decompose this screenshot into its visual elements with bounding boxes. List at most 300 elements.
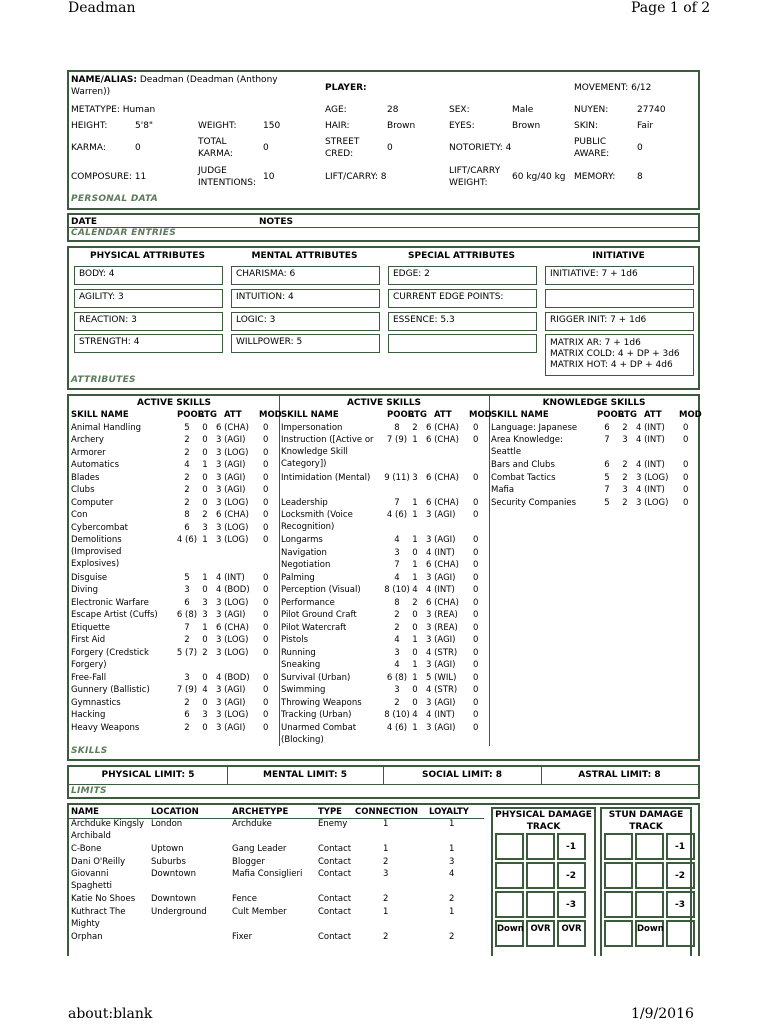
strength-attr: STRENGTH: 4 bbox=[74, 334, 223, 353]
damage-status: Down bbox=[637, 924, 664, 934]
contact-type: Enemy bbox=[318, 819, 348, 829]
skill-name: Longarms bbox=[281, 535, 323, 545]
skill-name: Pistols bbox=[281, 635, 309, 645]
contact-connection: 2 bbox=[383, 894, 389, 904]
skill-row bbox=[69, 459, 279, 472]
skill-row bbox=[69, 509, 279, 522]
footer-date: 1/9/2016 bbox=[631, 1006, 694, 1022]
skill-att: 6 (CHA) bbox=[426, 422, 459, 433]
active-skills-title-2: ACTIVE SKILLS bbox=[346, 398, 422, 408]
skill-att: 3 (LOG) bbox=[216, 535, 249, 545]
contact-name: Kuthract The Mighty bbox=[71, 906, 126, 929]
skill-row bbox=[279, 622, 489, 635]
calendar-panel bbox=[67, 213, 700, 242]
skill-rtg: 0 bbox=[202, 435, 208, 445]
skill-rtg: 0 bbox=[202, 422, 208, 433]
essence-attr: ESSENCE: 5.3 bbox=[388, 312, 537, 331]
skill-pool: 6 bbox=[184, 522, 190, 533]
skill-name: Con bbox=[71, 510, 88, 520]
skill-rtg: 4 bbox=[202, 685, 208, 695]
skill-rtg: 1 bbox=[412, 560, 418, 570]
player-label: PLAYER: bbox=[325, 83, 367, 93]
damage-box bbox=[526, 891, 555, 918]
skill-att: 4 (INT) bbox=[636, 485, 665, 495]
skill-mod: 0 bbox=[473, 660, 479, 670]
skill-att: 3 (AGI) bbox=[426, 722, 456, 733]
skill-row bbox=[279, 634, 489, 647]
skill-row bbox=[489, 422, 699, 435]
damage-box bbox=[557, 891, 586, 918]
skill-mod: 0 bbox=[263, 697, 269, 708]
skill-att: 3 (LOG) bbox=[216, 447, 249, 458]
skill-att-header: ATT bbox=[434, 410, 452, 420]
skill-pool: 7 bbox=[604, 435, 610, 445]
stun-damage-title: STUN DAMAGE TRACK bbox=[608, 810, 684, 832]
skill-att: 3 (AGI) bbox=[216, 685, 246, 695]
contact-name: C-Bone bbox=[71, 844, 102, 854]
skill-pool: 2 bbox=[394, 697, 400, 708]
weight-label: WEIGHT: bbox=[198, 121, 237, 131]
height-label: HEIGHT: bbox=[71, 121, 108, 131]
contact-name: Dani O'Reilly bbox=[71, 856, 126, 867]
damage-box bbox=[557, 833, 586, 860]
skill-pool: 7 bbox=[394, 560, 400, 570]
contact-type-header: TYPE bbox=[318, 807, 342, 817]
skill-row bbox=[69, 422, 279, 435]
skill-att: 3 (AGI) bbox=[426, 697, 456, 708]
skill-name: Navigation bbox=[281, 547, 327, 558]
damage-box bbox=[604, 891, 633, 918]
skill-name: Leadership bbox=[281, 497, 328, 508]
contact-loyalty: 2 bbox=[449, 894, 455, 904]
skill-mod: 0 bbox=[683, 497, 689, 508]
skill-row bbox=[279, 422, 489, 435]
skill-att: 5 (WIL) bbox=[426, 672, 457, 683]
damage-box bbox=[666, 920, 695, 947]
skill-mod: 0 bbox=[473, 622, 479, 633]
skill-rtg: 0 bbox=[202, 697, 208, 708]
contact-location: Downtown bbox=[151, 869, 196, 879]
skill-mod: 0 bbox=[263, 497, 269, 508]
skill-pool: 2 bbox=[184, 722, 190, 733]
skill-pool: 3 bbox=[184, 672, 190, 683]
personal-data-panel bbox=[67, 70, 700, 210]
damage-box bbox=[526, 862, 555, 889]
metatype: METATYPE: Human bbox=[71, 105, 156, 115]
damage-box bbox=[557, 920, 586, 947]
skill-row bbox=[279, 509, 489, 534]
initiative-title: INITIATIVE bbox=[592, 251, 645, 261]
skill-name: Swimming bbox=[281, 685, 326, 695]
skill-name: First Aid bbox=[71, 635, 106, 645]
skill-row bbox=[489, 434, 699, 459]
contact-type: Contact bbox=[318, 844, 352, 854]
skill-rtg-header: RTG bbox=[618, 410, 637, 420]
sex-value: Male bbox=[512, 105, 534, 115]
skill-name: Bars and Clubs bbox=[491, 460, 555, 470]
nuyen-label: NUYEN: bbox=[574, 105, 609, 115]
nuyen-value: 27740 bbox=[637, 105, 666, 115]
damage-box bbox=[526, 920, 555, 947]
damage-modifier: -1 bbox=[675, 842, 685, 852]
contact-connection: 3 bbox=[383, 869, 389, 879]
damage-box bbox=[557, 862, 586, 889]
movement: MOVEMENT: 6/12 bbox=[574, 83, 652, 93]
skill-pool-header: POOL bbox=[177, 410, 204, 420]
skill-att: 3 (LOG) bbox=[636, 497, 669, 508]
skill-mod: 0 bbox=[683, 460, 689, 470]
skill-name: Escape Artist (Cuffs) bbox=[71, 610, 158, 620]
skill-mod: 0 bbox=[263, 622, 269, 633]
skill-att: 3 (REA) bbox=[426, 622, 458, 633]
skill-rtg-header: RTG bbox=[198, 410, 217, 420]
skill-row bbox=[69, 722, 279, 735]
damage-box bbox=[666, 833, 695, 860]
skill-row bbox=[69, 472, 279, 485]
skill-row bbox=[279, 559, 489, 572]
skill-pool: 6 bbox=[604, 460, 610, 470]
age-label: AGE: bbox=[325, 105, 347, 115]
skill-row bbox=[69, 697, 279, 710]
skill-row bbox=[279, 659, 489, 672]
skill-name: Hacking bbox=[71, 710, 106, 720]
skill-name: Gunnery (Ballistic) bbox=[71, 685, 150, 695]
contact-loyalty: 1 bbox=[449, 844, 455, 854]
skill-mod: 0 bbox=[473, 672, 479, 683]
skill-name-header: SKILL NAME bbox=[491, 410, 549, 420]
damage-modifier: -3 bbox=[566, 900, 576, 910]
skill-name: Instruction ([Active or Knowledge Skill Category]) bbox=[281, 435, 374, 469]
skill-name: Language: Japanese bbox=[491, 422, 578, 433]
skill-name: Diving bbox=[71, 585, 99, 595]
skill-name: Locksmith (Voice Recognition) bbox=[281, 510, 353, 532]
skill-pool: 4 bbox=[394, 635, 400, 645]
skill-rtg: 0 bbox=[412, 685, 418, 695]
contact-connection: 1 bbox=[383, 844, 389, 854]
skills-table bbox=[69, 409, 702, 749]
skill-pool: 4 (6) bbox=[176, 535, 198, 545]
contact-location: Uptown bbox=[151, 844, 184, 854]
skill-mod: 0 bbox=[683, 435, 689, 445]
judge-value: 10 bbox=[263, 172, 275, 182]
contact-type: Contact bbox=[318, 906, 352, 917]
contact-archetype: Fixer bbox=[232, 931, 253, 942]
memory-label: MEMORY: bbox=[574, 172, 616, 182]
skill-rtg: 1 bbox=[412, 535, 418, 545]
skill-pool: 8 bbox=[394, 422, 400, 433]
skill-pool-header: POOL bbox=[387, 410, 414, 420]
contacts-table bbox=[69, 805, 484, 955]
skill-pool: 7 (9) bbox=[386, 435, 408, 445]
skill-row bbox=[69, 584, 279, 597]
damage-box bbox=[495, 862, 524, 889]
skin-value: Fair bbox=[637, 121, 654, 131]
skill-rtg: 4 bbox=[412, 710, 418, 720]
skill-att: 6 (CHA) bbox=[426, 497, 459, 508]
skill-att: 3 (AGI) bbox=[216, 610, 246, 620]
attributes-title: ATTRIBUTES bbox=[71, 375, 136, 385]
skill-name: Tracking (Urban) bbox=[281, 710, 352, 720]
skill-name-header: SKILL NAME bbox=[281, 410, 339, 420]
skill-att: 3 (LOG) bbox=[216, 635, 249, 645]
skill-name: Security Companies bbox=[491, 497, 577, 508]
skill-row bbox=[489, 484, 699, 497]
skill-pool: 4 (6) bbox=[386, 510, 408, 520]
skill-pool: 8 (10) bbox=[384, 710, 410, 720]
skill-pool: 2 bbox=[184, 697, 190, 708]
skill-mod: 0 bbox=[473, 497, 479, 508]
skill-row bbox=[489, 472, 699, 485]
skill-att: 4 (STR) bbox=[426, 647, 458, 658]
contact-row bbox=[69, 906, 484, 931]
skill-name: Automatics bbox=[71, 460, 120, 470]
skill-row bbox=[279, 534, 489, 547]
skill-pool: 7 (9) bbox=[176, 685, 198, 695]
skill-att: 3 (LOG) bbox=[216, 522, 249, 533]
skill-name: Gymnastics bbox=[71, 697, 121, 708]
skill-mod: 0 bbox=[473, 585, 479, 595]
skill-row bbox=[69, 647, 279, 672]
skill-rtg: 1 bbox=[202, 572, 208, 583]
damage-modifier: -3 bbox=[675, 900, 685, 910]
notes-header: NOTES bbox=[259, 217, 293, 227]
skill-rtg: 1 bbox=[412, 722, 418, 733]
skill-rtg: 1 bbox=[412, 635, 418, 645]
damage-box bbox=[604, 862, 633, 889]
skill-rtg: 1 bbox=[412, 660, 418, 670]
physical-limit: PHYSICAL LIMIT: 5 bbox=[101, 770, 195, 780]
skill-rtg: 0 bbox=[202, 635, 208, 645]
skill-mod: 0 bbox=[263, 572, 269, 583]
skill-mod: 0 bbox=[473, 472, 479, 483]
skill-row bbox=[69, 522, 279, 535]
willpower-attr: WILLPOWER: 5 bbox=[231, 334, 380, 353]
contact-connection: 1 bbox=[383, 906, 389, 917]
contact-name: Orphan bbox=[71, 931, 103, 942]
skill-name: Pilot Ground Craft bbox=[281, 610, 357, 620]
attributes-panel bbox=[67, 246, 700, 390]
skill-rtg: 0 bbox=[202, 585, 208, 595]
skill-mod: 0 bbox=[263, 435, 269, 445]
skill-rtg: 0 bbox=[202, 472, 208, 483]
skill-att: 4 (INT) bbox=[216, 572, 245, 583]
skill-rtg: 1 bbox=[412, 672, 418, 683]
skill-rtg: 0 bbox=[412, 647, 418, 658]
skill-pool: 3 bbox=[394, 685, 400, 695]
skill-att: 4 (INT) bbox=[426, 710, 455, 720]
skill-rtg: 0 bbox=[202, 722, 208, 733]
skill-mod: 0 bbox=[263, 685, 269, 695]
skill-name: Archery bbox=[71, 435, 104, 445]
skill-mod: 0 bbox=[263, 722, 269, 733]
skill-name: Cybercombat bbox=[71, 522, 128, 533]
skill-row bbox=[489, 497, 699, 510]
skill-mod: 0 bbox=[263, 585, 269, 595]
hair-label: HAIR: bbox=[325, 121, 350, 131]
skill-pool: 3 bbox=[394, 647, 400, 658]
age-value: 28 bbox=[387, 105, 399, 115]
skill-rtg: 1 bbox=[412, 497, 418, 508]
skill-mod: 0 bbox=[263, 535, 269, 545]
contact-row bbox=[69, 843, 484, 856]
skill-pool: 6 (8) bbox=[386, 672, 408, 683]
skill-pool: 2 bbox=[184, 635, 190, 645]
skill-att: 3 (AGI) bbox=[216, 722, 246, 733]
skill-rtg: 0 bbox=[412, 547, 418, 558]
social-limit: SOCIAL LIMIT: 8 bbox=[422, 770, 502, 780]
skill-mod: 0 bbox=[683, 485, 689, 495]
skill-pool: 6 bbox=[604, 422, 610, 433]
contact-connection: 2 bbox=[383, 856, 389, 867]
contact-loyalty: 4 bbox=[449, 869, 455, 879]
skill-row bbox=[69, 634, 279, 647]
skill-name: Demolitions (Improvised Explosives) bbox=[71, 535, 122, 569]
skill-pool: 7 bbox=[184, 622, 190, 633]
contact-type: Contact bbox=[318, 894, 352, 904]
skill-row bbox=[279, 472, 489, 497]
skill-rtg: 3 bbox=[622, 485, 628, 495]
skill-pool: 8 bbox=[184, 510, 190, 520]
damage-modifier: -2 bbox=[675, 871, 685, 881]
skill-pool: 6 bbox=[184, 597, 190, 608]
skill-row bbox=[279, 597, 489, 610]
skill-rtg: 4 bbox=[412, 585, 418, 595]
skill-row bbox=[69, 572, 279, 585]
skill-rtg: 2 bbox=[202, 510, 208, 520]
skill-mod: 0 bbox=[473, 597, 479, 608]
damage-box bbox=[666, 891, 695, 918]
skill-rtg: 3 bbox=[202, 610, 208, 620]
mental-limit: MENTAL LIMIT: 5 bbox=[263, 770, 347, 780]
matrix-initiative: MATRIX AR: 7 + 1d6 MATRIX COLD: 4 + DP + 3d6 MATRIX HOT: 4 + DP + 4d6 bbox=[545, 334, 694, 376]
sex-label: SEX: bbox=[449, 105, 470, 115]
active-skills-title-1: ACTIVE SKILLS bbox=[136, 398, 212, 408]
skill-row bbox=[279, 684, 489, 697]
agility-attr: AGILITY: 3 bbox=[74, 289, 223, 308]
contact-archetype: Gang Leader bbox=[232, 844, 287, 854]
skill-row bbox=[489, 459, 699, 472]
skill-row bbox=[69, 597, 279, 610]
skill-mod: 0 bbox=[473, 647, 479, 658]
skill-rtg: 0 bbox=[202, 497, 208, 508]
skill-pool: 5 bbox=[184, 422, 190, 433]
total-karma-value: 0 bbox=[263, 143, 269, 153]
skill-pool: 4 bbox=[394, 572, 400, 583]
skill-row bbox=[279, 572, 489, 585]
special-attributes-title: SPECIAL ATTRIBUTES bbox=[408, 251, 515, 261]
skill-att: 6 (CHA) bbox=[426, 435, 459, 445]
skill-name: Forgery (Credstick Forgery) bbox=[71, 647, 149, 670]
skill-att: 3 (LOG) bbox=[216, 647, 249, 658]
contact-name: Katie No Shoes bbox=[71, 894, 136, 904]
skill-rtg: 1 bbox=[412, 572, 418, 583]
charisma-attr: CHARISMA: 6 bbox=[231, 266, 380, 285]
skill-rtg: 3 bbox=[202, 597, 208, 608]
hair-value: Brown bbox=[387, 121, 416, 131]
skill-row bbox=[279, 609, 489, 622]
skill-row bbox=[279, 722, 489, 747]
skill-pool: 2 bbox=[184, 485, 190, 495]
damage-box bbox=[495, 891, 524, 918]
eyes-label: EYES: bbox=[449, 121, 475, 131]
skill-name: Free-Fall bbox=[71, 672, 107, 683]
contact-archetype: Fence bbox=[232, 894, 257, 904]
skill-name: Sneaking bbox=[281, 660, 321, 670]
skill-name: Etiquette bbox=[71, 622, 110, 633]
skill-row bbox=[279, 584, 489, 597]
skill-pool: 7 bbox=[394, 497, 400, 508]
skill-rtg: 2 bbox=[412, 597, 418, 608]
skill-rtg: 2 bbox=[622, 460, 628, 470]
skill-row bbox=[279, 709, 489, 722]
skill-att: 3 (AGI) bbox=[216, 460, 246, 470]
stun-damage-track bbox=[600, 807, 692, 956]
total-karma-label: TOTAL KARMA: bbox=[198, 137, 233, 159]
damage-box bbox=[604, 920, 633, 947]
contact-loyalty: 3 bbox=[449, 856, 455, 867]
skill-att: 3 (LOG) bbox=[216, 710, 249, 720]
skill-name: Combat Tactics bbox=[491, 472, 556, 483]
page-title: Deadman bbox=[68, 0, 136, 16]
skill-mod: 0 bbox=[263, 422, 269, 433]
skill-att: 6 (CHA) bbox=[426, 560, 459, 570]
skills-panel bbox=[67, 394, 700, 761]
skill-rtg: 0 bbox=[412, 610, 418, 620]
skill-mod: 0 bbox=[473, 547, 479, 558]
contact-loyalty: 1 bbox=[449, 906, 455, 917]
skill-row bbox=[279, 547, 489, 560]
skill-att: 4 (BOD) bbox=[216, 672, 250, 683]
skill-mod: 0 bbox=[263, 510, 269, 520]
contact-row bbox=[69, 931, 484, 944]
skill-rtg: 3 bbox=[202, 710, 208, 720]
skill-mod: 0 bbox=[263, 710, 269, 720]
rigger-init: RIGGER INIT: 7 + 1d6 bbox=[545, 312, 694, 331]
contact-name-header: NAME bbox=[71, 807, 99, 817]
skill-rtg: 0 bbox=[202, 485, 208, 495]
skill-mod: 0 bbox=[263, 522, 269, 533]
contact-location: Downtown bbox=[151, 894, 196, 904]
skill-mod: 0 bbox=[263, 647, 269, 658]
contact-location: Suburbs bbox=[151, 856, 186, 867]
skill-att: 6 (CHA) bbox=[216, 422, 249, 433]
contact-row bbox=[69, 818, 484, 843]
skill-mod: 0 bbox=[473, 685, 479, 695]
limits-title: LIMITS bbox=[71, 786, 107, 796]
skill-name: Throwing Weapons bbox=[281, 697, 362, 708]
knowledge-skills-title: KNOWLEDGE SKILLS bbox=[542, 398, 646, 408]
skill-rtg: 2 bbox=[412, 422, 418, 433]
skill-pool: 2 bbox=[184, 472, 190, 483]
skill-name: Running bbox=[281, 647, 316, 658]
damage-box bbox=[526, 833, 555, 860]
contact-name: Archduke Kingsly Archibald bbox=[71, 819, 145, 841]
skill-pool: 4 bbox=[394, 535, 400, 545]
skill-att: 4 (STR) bbox=[426, 685, 458, 695]
skill-name: Impersonation bbox=[281, 422, 343, 433]
skill-rtg: 1 bbox=[202, 460, 208, 470]
physical-damage-track bbox=[491, 807, 596, 956]
skill-rtg: 0 bbox=[202, 447, 208, 458]
skill-row bbox=[69, 672, 279, 685]
skill-mod: 0 bbox=[473, 697, 479, 708]
skill-rtg: 1 bbox=[202, 535, 208, 545]
skill-rtg: 2 bbox=[202, 647, 208, 658]
skill-row bbox=[69, 534, 279, 572]
skill-pool: 2 bbox=[184, 447, 190, 458]
skill-mod-header: MOD bbox=[679, 410, 702, 420]
skill-row bbox=[69, 434, 279, 447]
